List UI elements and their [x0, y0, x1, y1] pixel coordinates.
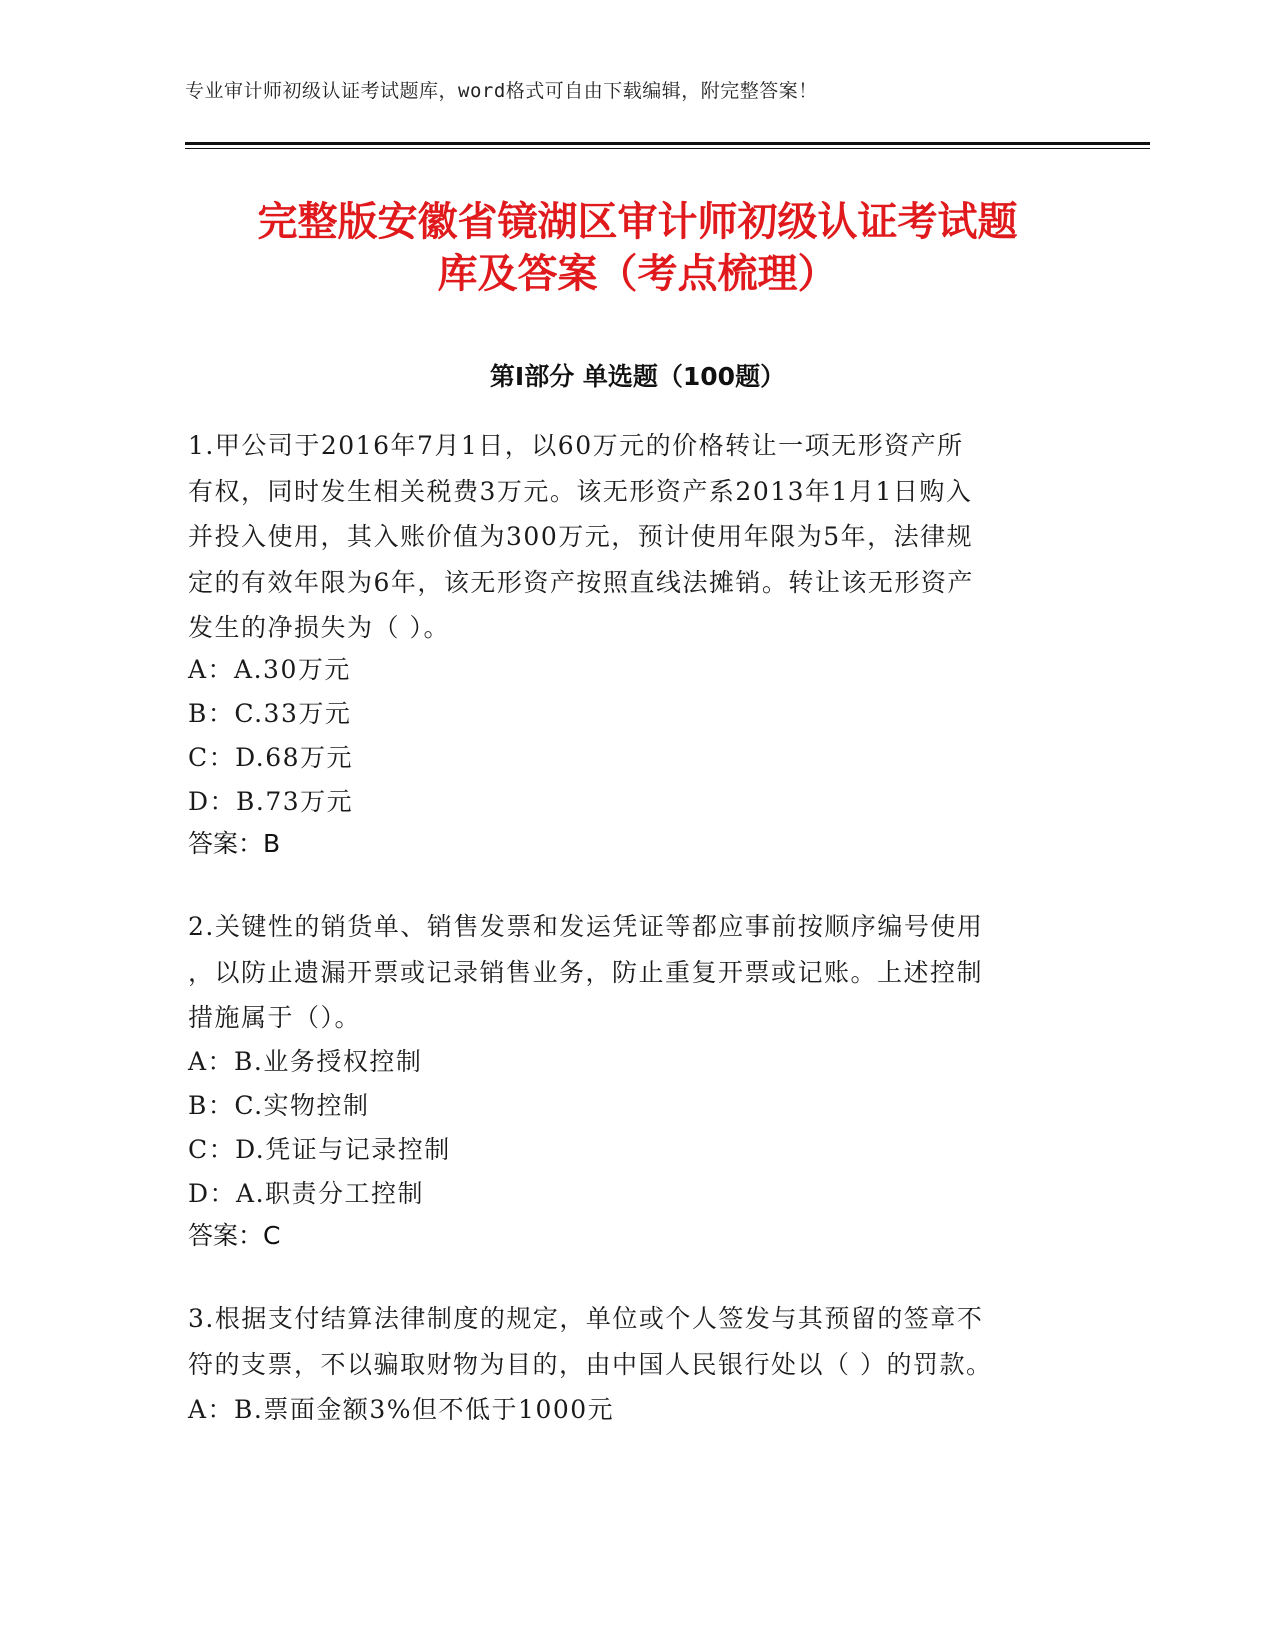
- question-1-text: [188, 423, 1078, 651]
- question-2-option-d: D：A.职责分工控制: [188, 1179, 425, 1208]
- question-2-line: 措施属于（）。: [188, 1003, 362, 1032]
- question-2-line: ，以防止遗漏开票或记录销售业务，防止重复开票或记账。上述控制: [188, 957, 984, 987]
- document-title-line-2: 库及答案（考点梳理）: [437, 251, 838, 297]
- question-3-line: 符的支票，不以骗取财物为目的，由中国人民银行处以（ ）的罚款。: [188, 1349, 993, 1379]
- header-rule-thick: [185, 142, 1150, 145]
- question-3-option-a: A：B.票面金额3%但不低于1000元: [188, 1395, 615, 1424]
- question-2-text: [188, 904, 1078, 1041]
- question-1-line: 发生的净损失为（ ）。: [188, 613, 450, 642]
- header-note: 专业审计师初级认证考试题库，word格式可自由下载编辑，附完整答案！: [185, 80, 818, 102]
- header-rule-thin: [185, 148, 1150, 149]
- section-heading: 第Ⅰ部分 单选题（100题）: [489, 362, 786, 391]
- question-1-option-c: C：D.68万元: [188, 743, 354, 772]
- question-1-answer: 答案：B: [188, 829, 281, 858]
- question-2-option-a: A：B.业务授权控制: [188, 1047, 423, 1076]
- question-1-option-d: D：B.73万元: [188, 787, 354, 816]
- question-2-line: 2.关键性的销货单、销售发票和发运凭证等都应事前按顺序编号使用: [188, 912, 984, 941]
- question-1-line: 并投入使用，其入账价值为300万元，预计使用年限为5年，法律规: [188, 522, 974, 551]
- question-3-text: [188, 1296, 1078, 1387]
- question-2-option-b: B：C.实物控制: [188, 1091, 370, 1120]
- document-title: [140, 196, 1135, 300]
- question-1-line: 有权，同时发生相关税费3万元。该无形资产系2013年1月1日购入: [188, 476, 973, 506]
- question-1-option-a: A：A.30万元: [188, 655, 351, 684]
- question-2-option-c: C：D.凭证与记录控制: [188, 1135, 451, 1164]
- question-2-answer: 答案：C: [188, 1221, 281, 1250]
- question-1-line: 定的有效年限为6年，该无形资产按照直线法摊销。转让该无形资产: [188, 567, 974, 597]
- document-title-line-1: 完整版安徽省镜湖区审计师初级认证考试题: [257, 199, 1018, 245]
- question-3-line: 3.根据支付结算法律制度的规定，单位或个人签发与其预留的签章不: [188, 1304, 984, 1333]
- question-1-option-b: B：C.33万元: [188, 699, 352, 728]
- question-1-line: 1.甲公司于2016年7月1日，以60万元的价格转让一项无形资产所: [188, 431, 964, 460]
